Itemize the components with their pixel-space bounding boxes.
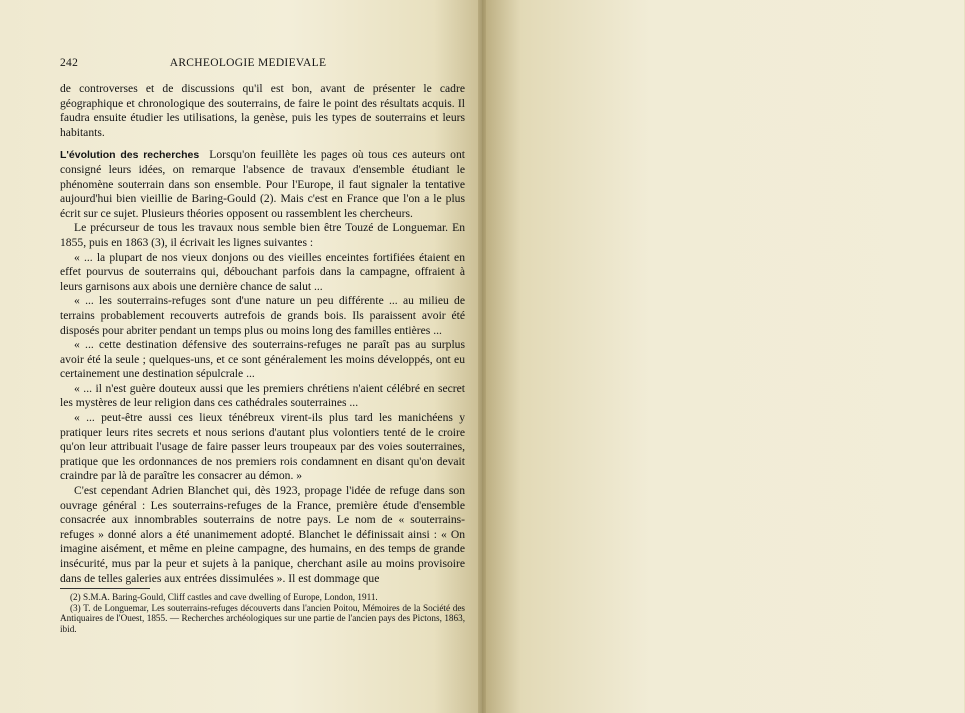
side-heading: L'évolution des recherches (60, 149, 200, 162)
paragraph: C'est cependant Adrien Blanchet qui, dès 1923, propage l'idée de refuge dans son ouvrage général : Les souterrains-refuges de la France, première étude d'ensemble consacrée aux innombrables souterrains de notre pays. Le nom de « souterrains-refuges » donné alors a été unanimement adopté. Blanchet le définissait ainsi : « On imagine aisément, et même en pleine campagne, des humains, en des temps de grande insécurité, mus par la peur et sujets à la panique, cherchant asile au moins provisoire dans de telles galeries aux entrées dissimulées ». Il est dommage que (60, 484, 465, 585)
paragraph: de controverses et de discussions qu'il est bon, avant de présenter le cadre géographique et chronologique des souterrains, de faire le point des résultats acquis. Il faudra ensuite étudier les utilisations, la genèse, puis les types de souterrains et leurs habitants. (60, 82, 465, 139)
left-page (0, 0, 482, 713)
right-page (482, 0, 964, 713)
body-text (60, 82, 465, 586)
quote-paragraph: « ... il n'est guère douteux aussi que les premiers chrétiens n'aient célébré en secret les mystères de leur religion dans ces cathédrales souterraines ... (60, 381, 465, 410)
footnote: (3) T. de Longuemar, Les souterrains-refuges découverts dans l'ancien Poitou, Mémoires de la Société des Antiquaires de l'Ouest, 1855. — Recherches archéologiques sur une partie de l'ancien pays des Pictons, 1863, ibid. (60, 602, 465, 634)
book-gutter (478, 0, 486, 713)
quote-paragraph: « ... la plupart de nos vieux donjons ou des vieilles enceintes fortifiées étaient en effet pourvus de souterrains qui, débouchant parfois dans la campagne, offraient à leurs garnisons aux abois une dernière chance de salut ... (60, 250, 465, 293)
footnote: (2) S.M.A. Baring-Gould, Cliff castles and cave dwelling of Europe, London, 1911. (70, 592, 378, 602)
paragraph: L'évolution des recherches Lorsqu'on feuillète les pages où tous ces auteurs ont consigné leurs idées, on remarque l'absence de travaux d'ensemble étudiant le phénomène souterrain dans son ensemble. Pour l'Europe, il faut signaler la tentative aujourd'hui bien vieillie de Baring-Gould (2). Mais c'est en France que l'on a le plus écrit sur ce sujet. Plusieurs théories opposent ou rassemblent les chercheurs. (60, 148, 465, 220)
running-title: ARCHEOLOGIE MEDIEVALE (169, 57, 327, 69)
footnote-rule (60, 588, 150, 589)
quote-paragraph: « ... peut-être aussi ces lieux ténébreux virent-ils plus tard les manichéens y pratiquer leurs rites secrets et nous serions d'autant plus volontiers tenté de le croire qu'on leur attribuait l'usage de faire passer leurs troupeaux par des voies souterraines, pratique que les ordonnances de nos premiers rois condamnent en disant qu'on devait craindre par là de paraître les consacrer au démon. » (60, 411, 465, 483)
quote-paragraph: « ... les souterrains-refuges sont d'une nature un peu différente ... au milieu de terrains probablement recouverts autrefois de grands bois. Ils paraissent avoir été disposés pour abriter pendant un temps plus ou moins long des familles entières ... (60, 294, 465, 337)
quote-paragraph: « ... cette destination défensive des souterrains-refuges ne paraît pas au surplus avoir été la seule ; quelques-uns, et ce sont généralement les moins développés, ont eu certainement une destination sépulcrale ... (60, 338, 465, 381)
footnotes (60, 592, 465, 634)
paragraph: Le précurseur de tous les travaux nous semble bien être Touzé de Longuemar. En 1855, puis en 1863 (3), il écrivait les lignes suivantes : (60, 221, 465, 249)
page-number: 242 (60, 57, 79, 69)
